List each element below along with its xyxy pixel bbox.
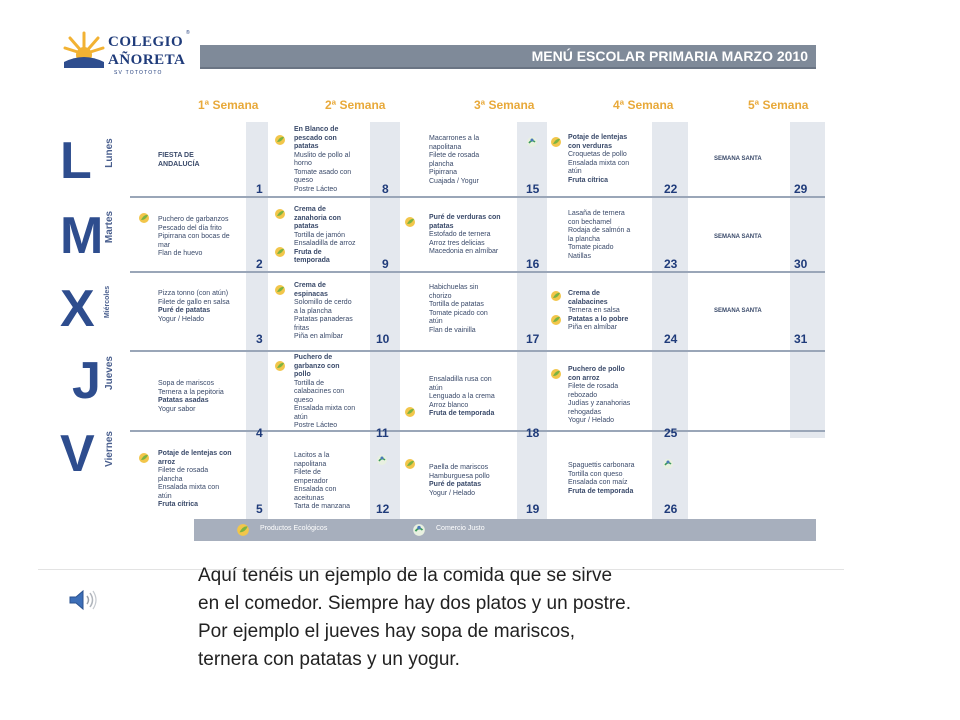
day-name-jueves: Jueves (104, 356, 115, 390)
school-logo (58, 26, 198, 78)
day-name-lunes: Lunes (104, 138, 115, 168)
legend-bar (194, 519, 816, 541)
logo-text-line2: AÑORETA (108, 52, 186, 68)
date-number: 23 (664, 257, 678, 271)
date-column-5 (790, 122, 825, 438)
date-number: 1 (256, 182, 263, 196)
day-letter-jueves: J (72, 352, 101, 410)
menu-cell-miercoles-w2: Crema de espinacas Solomillo de cerdo a la plancha Patatas panaderas fritas Piña en almíbar (294, 282, 353, 341)
day-letter-miercoles: X (60, 280, 95, 338)
menu-grid (130, 118, 825, 520)
eco-leaf-icon (550, 368, 562, 380)
row-divider (130, 350, 825, 352)
date-number: 3 (256, 332, 263, 346)
date-number: 15 (526, 182, 540, 196)
eco-leaf-icon (550, 314, 562, 326)
menu-cell-miercoles-w1: Pizza tonno (con atún) Filete de gallo en salsa Puré de patatas Yogur / Helado (158, 290, 230, 323)
fair-trade-icon (662, 458, 674, 470)
legend-eco-label: Productos Ecológicos (260, 525, 328, 532)
menu-title: MENÚ ESCOLAR PRIMARIA MARZO 2010 (531, 48, 808, 64)
menu-cell-lunes-w5: SEMANA SANTA (714, 156, 762, 162)
fair-trade-icon (526, 136, 538, 148)
eco-leaf-icon (274, 246, 286, 258)
menu-cell-viernes-w1: Potaje de lentejas con arroz Filete de rosada plancha Ensalada mixta con atún Fruta cítrica (158, 450, 232, 509)
logo-text-line1: COLEGIO (108, 34, 184, 50)
logo-registered-mark: ® (186, 30, 190, 36)
eco-leaf-icon (274, 208, 286, 220)
date-number: 19 (526, 502, 540, 516)
menu-cell-miercoles-w5: SEMANA SANTA (714, 308, 762, 314)
week-header-4: 4ª Semana (613, 98, 674, 112)
menu-cell-miercoles-w4: Crema de calabacines Ternera en salsa Patatas a lo pobre Piña en almíbar (568, 290, 629, 332)
eco-leaf-icon (404, 458, 416, 470)
row-divider (130, 271, 825, 273)
row-divider (130, 196, 825, 198)
date-number: 31 (794, 332, 808, 346)
day-name-viernes: Viernes (104, 431, 115, 467)
date-number: 24 (664, 332, 678, 346)
date-number: 2 (256, 257, 263, 271)
menu-cell-martes-w4: Lasaña de ternera con bechamel Rodaja de salmón a la plancha Tomate picado Natillas (568, 210, 631, 260)
eco-leaf-icon (274, 134, 286, 146)
eco-leaf-icon (550, 136, 562, 148)
menu-cell-lunes-w2: En Blanco de pescado con patatas Muslito de pollo al horno Tomate asado con queso Postre Lácteo (294, 126, 352, 193)
caption-line: Aquí tenéis un ejemplo de la comida que se sirve (198, 565, 613, 586)
caption-line: Por ejemplo el jueves hay sopa de mariscos, (198, 621, 576, 642)
date-number: 11 (376, 426, 389, 440)
caption-text (198, 562, 818, 674)
eco-leaf-icon (550, 290, 562, 302)
eco-leaf-icon (404, 406, 416, 418)
menu-cell-lunes-w3: Macarrones a la napolitana Filete de rosada plancha Pipirrana Cuajada / Yogur (429, 135, 480, 185)
date-number: 10 (376, 332, 390, 346)
menu-cell-jueves-w2: Puchero de garbanzo con pollo Tortilla de calabacines con queso Ensalada mixta con atún Postre Lácteo (294, 354, 356, 430)
menu-cell-jueves-w3: Ensaladilla rusa con atún Lenguado a la crema Arroz blanco Fruta de temporada (429, 376, 495, 418)
row-divider (130, 430, 825, 432)
eco-leaf-icon (138, 212, 150, 224)
menu-cell-lunes-w1: FIESTA DE ANDALUCÍA (158, 152, 200, 168)
eco-leaf-icon (404, 216, 416, 228)
menu-cell-miercoles-w3: Habichuelas sin chorizo Tortilla de patatas Tomate picado con atún Flan de vainilla (429, 284, 488, 334)
fair-trade-icon (412, 523, 426, 537)
menu-title-bar (200, 45, 816, 69)
sun-logo-icon (62, 30, 106, 70)
menu-cell-viernes-w2: Lacitos a la napolitana Filete de emperador Ensalada con aceitunas Tarta de manzana (294, 452, 351, 511)
menu-cell-martes-w2: Crema de zanahoria con patatas Tortilla de jamón Ensaladilla de arroz Fruta de temporada (294, 206, 356, 265)
menu-cell-martes-w3: Puré de verduras con patatas Estofado de ternera Arroz tres delicias Macedonia en almíbar (429, 214, 501, 256)
week-header-3: 3ª Semana (474, 98, 535, 112)
speaker-icon[interactable] (68, 588, 102, 612)
menu-cell-martes-w5: SEMANA SANTA (714, 234, 762, 240)
date-number: 22 (664, 182, 678, 196)
day-name-miercoles: Miércoles (104, 285, 111, 319)
date-number: 26 (664, 502, 678, 516)
date-number: 5 (256, 502, 263, 516)
week-header-2: 2ª Semana (325, 98, 386, 112)
eco-leaf-icon (236, 523, 250, 537)
eco-leaf-icon (138, 452, 150, 464)
menu-cell-viernes-w3: Paella de mariscos Hamburguesa pollo Puré de patatas Yogur / Helado (429, 464, 490, 497)
week-header-1: 1ª Semana (198, 98, 259, 112)
eco-leaf-icon (274, 360, 286, 372)
day-name-martes: Martes (104, 210, 115, 244)
date-number: 18 (526, 426, 540, 440)
date-number: 17 (526, 332, 540, 346)
menu-cell-martes-w1: Puchero de garbanzos Pescado del día frito Pipirrana con bocas de mar Flan de huevo (158, 216, 230, 258)
menu-cell-viernes-w4: Spaguettis carbonara Tortilla con queso Ensalada con maíz Fruta de temporada (568, 462, 635, 495)
fair-trade-icon (376, 454, 388, 466)
caption-line: en el comedor. Siempre hay dos platos y un postre. (198, 593, 632, 614)
date-number: 8 (382, 182, 389, 196)
menu-cell-jueves-w4: Puchero de pollo con arroz Filete de rosada rebozado Judías y zanahorias rehogadas Yogur / Helado (568, 366, 631, 425)
day-letter-lunes: L (60, 132, 92, 190)
date-number: 12 (376, 502, 390, 516)
eco-leaf-icon (274, 284, 286, 296)
date-number: 9 (382, 257, 389, 271)
date-number: 4 (256, 426, 263, 440)
day-letter-martes: M (60, 207, 104, 265)
date-number: 30 (794, 257, 808, 271)
date-number: 29 (794, 182, 808, 196)
date-number: 16 (526, 257, 540, 271)
menu-cell-jueves-w1: Sopa de mariscos Ternera a la pepitoria Patatas asadas Yogur sabor (158, 380, 224, 413)
week-header-5: 5ª Semana (748, 98, 809, 112)
date-number: 25 (664, 426, 678, 440)
caption-line: ternera con patatas y un yogur. (198, 649, 460, 670)
logo-tagline: SV TOTOTOTO (114, 70, 163, 76)
legend-fair-trade-label: Comercio Justo (436, 525, 485, 532)
day-letter-viernes: V (60, 425, 95, 483)
menu-cell-lunes-w4: Potaje de lentejas con verduras Croquetas de pollo Ensalada mixta con atún Fruta cítrica (568, 134, 630, 184)
